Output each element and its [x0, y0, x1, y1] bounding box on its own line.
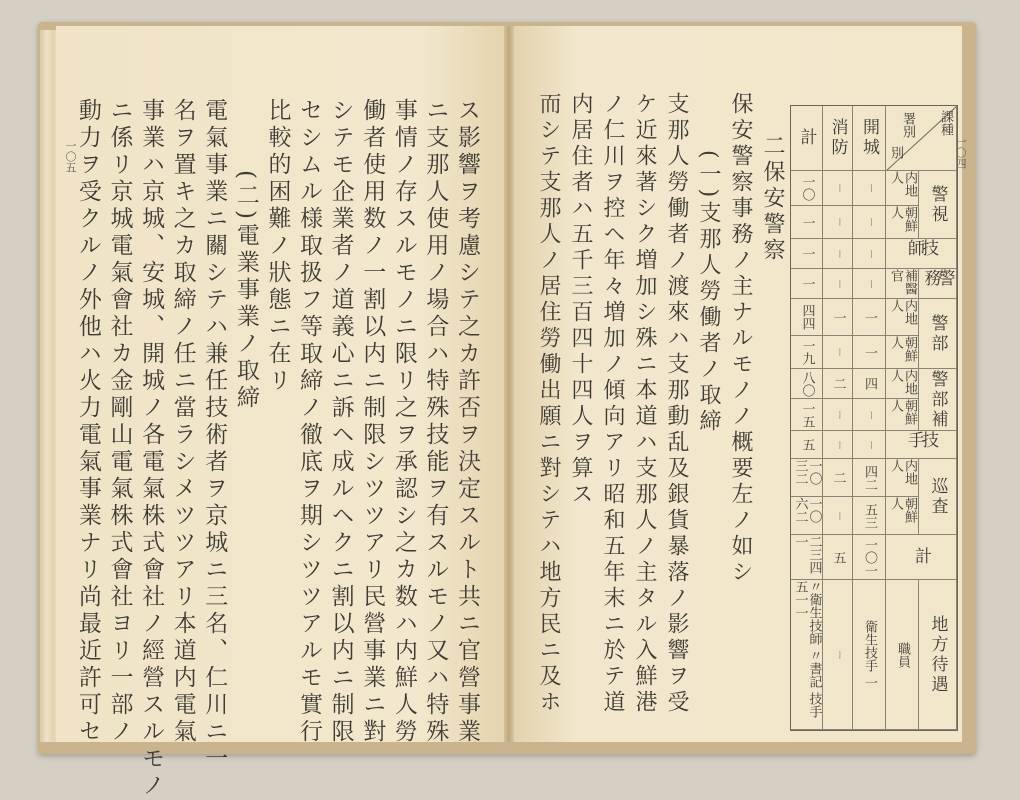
table-cell: 一〇一: [853, 535, 886, 580]
table-cell: ー: [823, 239, 853, 269]
row-header-main: 警務: [919, 269, 957, 299]
table-cell: ー: [853, 206, 886, 239]
table-cell: ー: [823, 171, 853, 206]
table-cell: 五: [823, 535, 853, 580]
text-column: ケ近來著シク増加シ殊ニ本道ハ支那人ノ主タル入鮮港: [632, 92, 657, 716]
text-column: 二保安警察: [760, 134, 785, 264]
table-cell: 一: [823, 299, 853, 336]
text-column: 保安警察事務ノ主ナルモノノ概要左ノ如シ: [728, 92, 753, 586]
text-column: 内居住者ハ五千三百四十四人ヲ算ス: [568, 92, 593, 508]
row-header-main: 警部補: [919, 369, 957, 431]
table-cell: 一: [791, 206, 823, 239]
table-cell: ー: [823, 431, 853, 459]
row-header-sub: 職員: [886, 580, 919, 730]
book-gutter: [504, 26, 514, 742]
text-column: 而シテ支那人ノ居住勞働出願ニ對シテハ地方民ニ及ホ: [536, 92, 561, 716]
table-cell: 一: [853, 299, 886, 336]
table-corner-header: [886, 106, 957, 171]
table-cell: ー: [823, 206, 853, 239]
row-header-main: 巡査: [919, 459, 957, 535]
table-cell: 一〇三二: [791, 459, 823, 497]
table-cell: 衛生技手 一: [853, 580, 886, 730]
table-cell: 四四: [791, 299, 823, 336]
table-cell: 一九: [791, 336, 823, 369]
header-other: 別: [888, 146, 903, 159]
left-page-text: [70, 98, 482, 800]
text-column: ニ係リ京城電氣會社カ金剛山電氣株式會社ヨリ一部ノ: [106, 98, 133, 746]
text-column: (一)支那人勞働者ノ取締: [696, 150, 721, 436]
row-header-sub: 朝鮮人: [886, 497, 919, 535]
row-header-main: 地方待遇: [919, 580, 957, 730]
text-column: セシムル様取扱フ等取締ノ徹底ヲ期シツツアルモ實行: [296, 98, 323, 746]
row-header-sub: 朝鮮人: [886, 336, 919, 369]
row-header-sub: 朝鮮人: [886, 206, 919, 239]
table-cell: 四: [853, 369, 886, 399]
table-cell: 一: [791, 239, 823, 269]
right-page-number: 一〇四: [954, 136, 967, 169]
row-header-main: 警視: [919, 171, 957, 239]
police-staff-table: [790, 105, 958, 731]
text-column: ノ仁川ヲ控ヘ年々増加ノ傾向アリ昭和五年末ニ於テ道: [600, 92, 625, 716]
text-column: (二)電業事業ノ取締: [232, 170, 259, 412]
table-cell: ー: [853, 399, 886, 431]
table-cell: 五三: [853, 497, 886, 535]
column-header-total: 計: [791, 106, 823, 171]
row-header-main: 警部: [919, 299, 957, 369]
row-header-sub: 内地人: [886, 171, 919, 206]
text-column: 支那人勞働者ノ渡來ハ支那動乱及銀貨暴落ノ影響ヲ受: [664, 92, 689, 716]
table-cell: 一〇六二: [791, 497, 823, 535]
text-column: シテモ企業者ノ道義心ニ訴ヘ成ルヘクニ割以内ニ制限: [327, 98, 354, 746]
text-column: 比較的困難ノ狀態ニ在リ: [264, 98, 291, 395]
row-header-main: 技師: [886, 239, 957, 269]
table-cell: 二: [823, 459, 853, 497]
text-column: 事業ハ京城、安城、開城ノ各電氣株式會社ノ經營スルモノ: [138, 98, 165, 800]
row-header-main: 技手: [886, 431, 957, 459]
column-header-fire: 消防: [823, 106, 853, 171]
table-cell: ー: [823, 269, 853, 299]
column-header-kaesong: 開城: [853, 106, 886, 171]
row-header-sub: 補醫官: [886, 269, 919, 299]
row-header-sub: 内地人: [886, 459, 919, 497]
text-column: ス影響ヲ考慮シテ之カ許否ヲ決定スルト共ニ官營事業: [454, 98, 480, 746]
table-cell: ー: [853, 269, 886, 299]
table-cell: 二: [823, 369, 853, 399]
table-cell: ー: [823, 497, 853, 535]
row-header-sub: 朝鮮人: [886, 399, 919, 431]
text-column: ニ支那人使用ノ場合ハ特殊技能ヲ有スルモノ又ハ特殊: [422, 98, 449, 746]
table-cell: 二三四一: [791, 535, 823, 580]
text-column: 動力ヲ受クルノ外他ハ火力電氣事業ナリ尚最近許可セ: [74, 98, 101, 746]
table-cell: 五: [791, 431, 823, 459]
table-cell: ー: [853, 431, 886, 459]
text-column: 名ヲ置キ之カ取締ノ任ニ當ラシメツツアリ本道内電氣: [169, 98, 196, 746]
text-column: 電氣事業ニ關シテハ兼任技術者ヲ京城ニ三名、仁川ニ一: [201, 98, 228, 773]
right-page-text: [532, 92, 788, 716]
text-column: 働者使用数ノ一割以内ニ制限シツツアリ民營事業ニ對: [359, 98, 386, 746]
table-cell: ー: [853, 239, 886, 269]
table-cell: ー: [823, 399, 853, 431]
table-cell: ー: [853, 171, 886, 206]
header-station: 署別: [900, 112, 915, 138]
table-cell: 〃衛生技師 〃書記 技手 五一一: [791, 580, 823, 730]
text-column: 事情ノ存スルモノニ限リ之ヲ承認シ之カ数ハ内鮮人勞: [390, 98, 417, 746]
table-cell: 一: [853, 336, 886, 369]
left-page-number: 一〇五: [64, 140, 77, 173]
table-cell: 一〇: [791, 171, 823, 206]
row-header-main: 計: [886, 535, 957, 580]
table-cell: 一: [791, 269, 823, 299]
table-cell: 一五: [791, 399, 823, 431]
table-cell: ー: [823, 580, 853, 730]
table-cell: 八〇: [791, 369, 823, 399]
table-cell: 四二: [853, 459, 886, 497]
header-kind: 課種: [938, 110, 953, 136]
table-cell: ー: [823, 336, 853, 369]
row-header-sub: 内地人: [886, 299, 919, 336]
row-header-sub: 内地人: [886, 369, 919, 399]
